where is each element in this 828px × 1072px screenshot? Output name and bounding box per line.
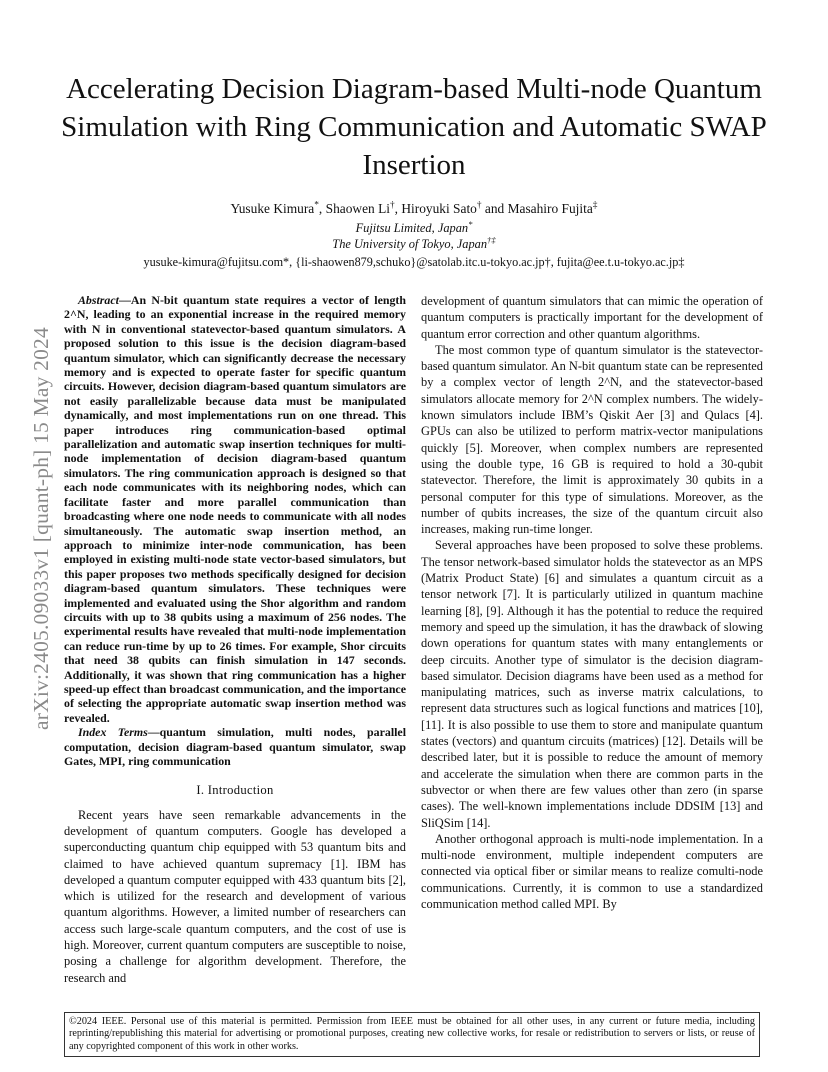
abstract-label: Abstract (78, 293, 119, 307)
author-mark: † (389, 200, 395, 211)
author-separator: , (394, 201, 402, 216)
author-separator: and (481, 201, 508, 216)
author-list (60, 200, 768, 218)
author-name: Hiroyuki Sato (401, 201, 477, 216)
body-paragraph: Several approaches have been proposed to solve these problems. The tensor network-based simulator holds the statevector as an MPS (Matrix Product State) [6] and simulates a quantum circuit as a tensor network [7]. It is particularly utilized in quantum machine learning [8], [9]. Although it has the potential to reduce the required memory and speed up the simulation, it has the drawback of slowing down operations for quantum states with many entanglements or deep circuits. Another type of simulator is the decision diagram-based simulator. Decision diagrams have been used as a method for manipulating matrices, such as inverse matrix calculations, to represent data structures such as logical functions and matrices [10], [11]. It is also possible to use them to store and manipulate quantum states (vectors) and quantum circuits (matrices) [12]. Details will be described later, but it is possible to reduce the amount of memory and accelerate the simulation when there are common parts in the subvector or when there are few values other than zero (in sparse cases). The well-known implementations include DDSIM [13] and SliQSim [14]. (421, 538, 763, 830)
author-emails: yusuke-kimura@fujitsu.com*, {li-shaowen879,schuko}@satolab.itc.u-tokyo.ac.jp†, fujita@ee.t.u-tokyo.ac.jp‡ (143, 255, 685, 269)
author-name: Masahiro Fujita (507, 201, 593, 216)
author-name: Shaowen Li (325, 201, 390, 216)
body-paragraph: Recent years have seen remarkable advancements in the development of quantum computers. Google has developed a superconducting quantum chip equipped with 53 quantum bits and claimed to have achieved quantum supremacy [1]. IBM has developed a quantum computer equipped with 433 quantum bits [2], which is utilized for the research and development of various quantum algorithms. However, a limited number of researchers can access such large-scale quantum computers, and the cost of use is high. Moreover, current quantum computers are susceptible to noise, posing a challenge for algorithm development. Therefore, the research and (64, 807, 406, 985)
section-heading-introduction: I. Introduction (196, 783, 274, 798)
index-terms-text: —quantum simulation, multi nodes, parallel computation, decision diagram-based quantum simulator, swap Gates, MPI, ring communication (64, 725, 407, 768)
affiliation-utokyo (60, 236, 768, 252)
right-column (421, 293, 763, 912)
body-paragraph: Another orthogonal approach is multi-node implementation. In a multi-node environment, multiple independent computers are connected via optical fiber or similar means to realize comulti-node communications. Currently, it is common to use a standardized communication method called MPI. By (421, 831, 763, 911)
left-column (64, 293, 406, 986)
arxiv-stamp-text: arXiv:2405.09033v1 [quant-ph] 15 May 2024 (28, 326, 53, 730)
author-mark: * (314, 200, 319, 211)
body-paragraph: development of quantum simulators that can mimic the operation of quantum computers is practically important for the development of quantum error correction and other quantum algorithms. (421, 294, 763, 341)
author-mark: ‡ (592, 200, 598, 211)
affiliation-name: The University of Tokyo, Japan (332, 237, 488, 251)
affiliation-mark: †‡ (487, 234, 496, 245)
copyright-notice: ©2024 IEEE. Personal use of this material is permitted. Permission from IEEE must be obtained for all other uses, in any current or future media, including reprinting/republishing this material for advertising or promotional purposes, creating new collective works, for resale or redistribution to servers or lists, or reuse of any copyrighted component of this work in other works. (64, 1012, 760, 1057)
affiliation-mark: * (468, 218, 473, 229)
body-paragraph: The most common type of quantum simulator is the statevector-based quantum simulator. An N-bit quantum state can be represented by a complex vector of length 2^N, and the statevector-based simulators allocate memory for 2^N complex numbers. The widely-known simulators include IBM’s Qiskit Aer [3] and Qulacs [4]. GPUs can also be utilized to perform matrix-vector manipulations quickly [5]. Moreover, when complex numbers are represented using the double type, 16 GB is required to hold a 30-qubit statevector. Therefore, the limit is approximately 30 qubits in a personal computer for this type of simulations. Moreover, as the number of qubits increases, the size of the quantum circuit also increases, making run-time longer. (421, 342, 763, 537)
author-mark: † (476, 200, 482, 211)
abstract-text: —An N-bit quantum state requires a vector of length 2^N, leading to an exponential increase in the required memory with N in conventional statevector-based quantum simulators. A proposed solution to this issue is the decision diagram-based quantum simulator, which can significantly decrease the necessary memory and is expected to operate faster for specific quantum circuits. However, decision diagram-based quantum simulators are not easily parallelizable because data must be manipulated dynamically, and most implementations run on one thread. This paper introduces ring communication-based optimal parallelization and automatic swap insertion techniques for multi-node implementation of decision diagram-based quantum simulators. The ring communication approach is designed so that each node communicates with its neighboring nodes, which can facilitate faster and more parallel communication than broadcasting where one node needs to communicate with all nodes simultaneously. The automatic swap insertion method, an approach to minimize inter-node communication, has been employed in existing multi-node state vector-based simulators, but this paper proposes two methods specifically designed for decision diagram-based quantum simulators. These techniques were implemented and evaluated using the Shor algorithm and random circuits with up to 38 qubits using a maximum of 256 nodes. The experimental results have revealed that multi-node implementation can reduce run-time by up to 26 times. For example, Shor circuits that need 38 qubits can finish simulation in 147 seconds. Additionally, it was shown that ring communication has a higher speed-up effect than broadcast communication, and the importance of selecting the appropriate automatic swap insertion method was revealed. (64, 293, 406, 725)
affiliation-fujitsu (60, 220, 768, 236)
affiliation-name: Fujitsu Limited, Japan (355, 221, 469, 235)
author-name: Yusuke Kimura (230, 201, 315, 216)
paper-title: Accelerating Decision Diagram-based Multi-node Quantum Simulation with Ring Communication and Automatic SWAP Insertion (61, 73, 767, 181)
index-terms-label: Index Terms (78, 725, 148, 740)
index-terms (64, 725, 406, 768)
abstract (64, 293, 406, 725)
author-separator: , (318, 201, 326, 216)
arxiv-stamp (26, 268, 56, 788)
